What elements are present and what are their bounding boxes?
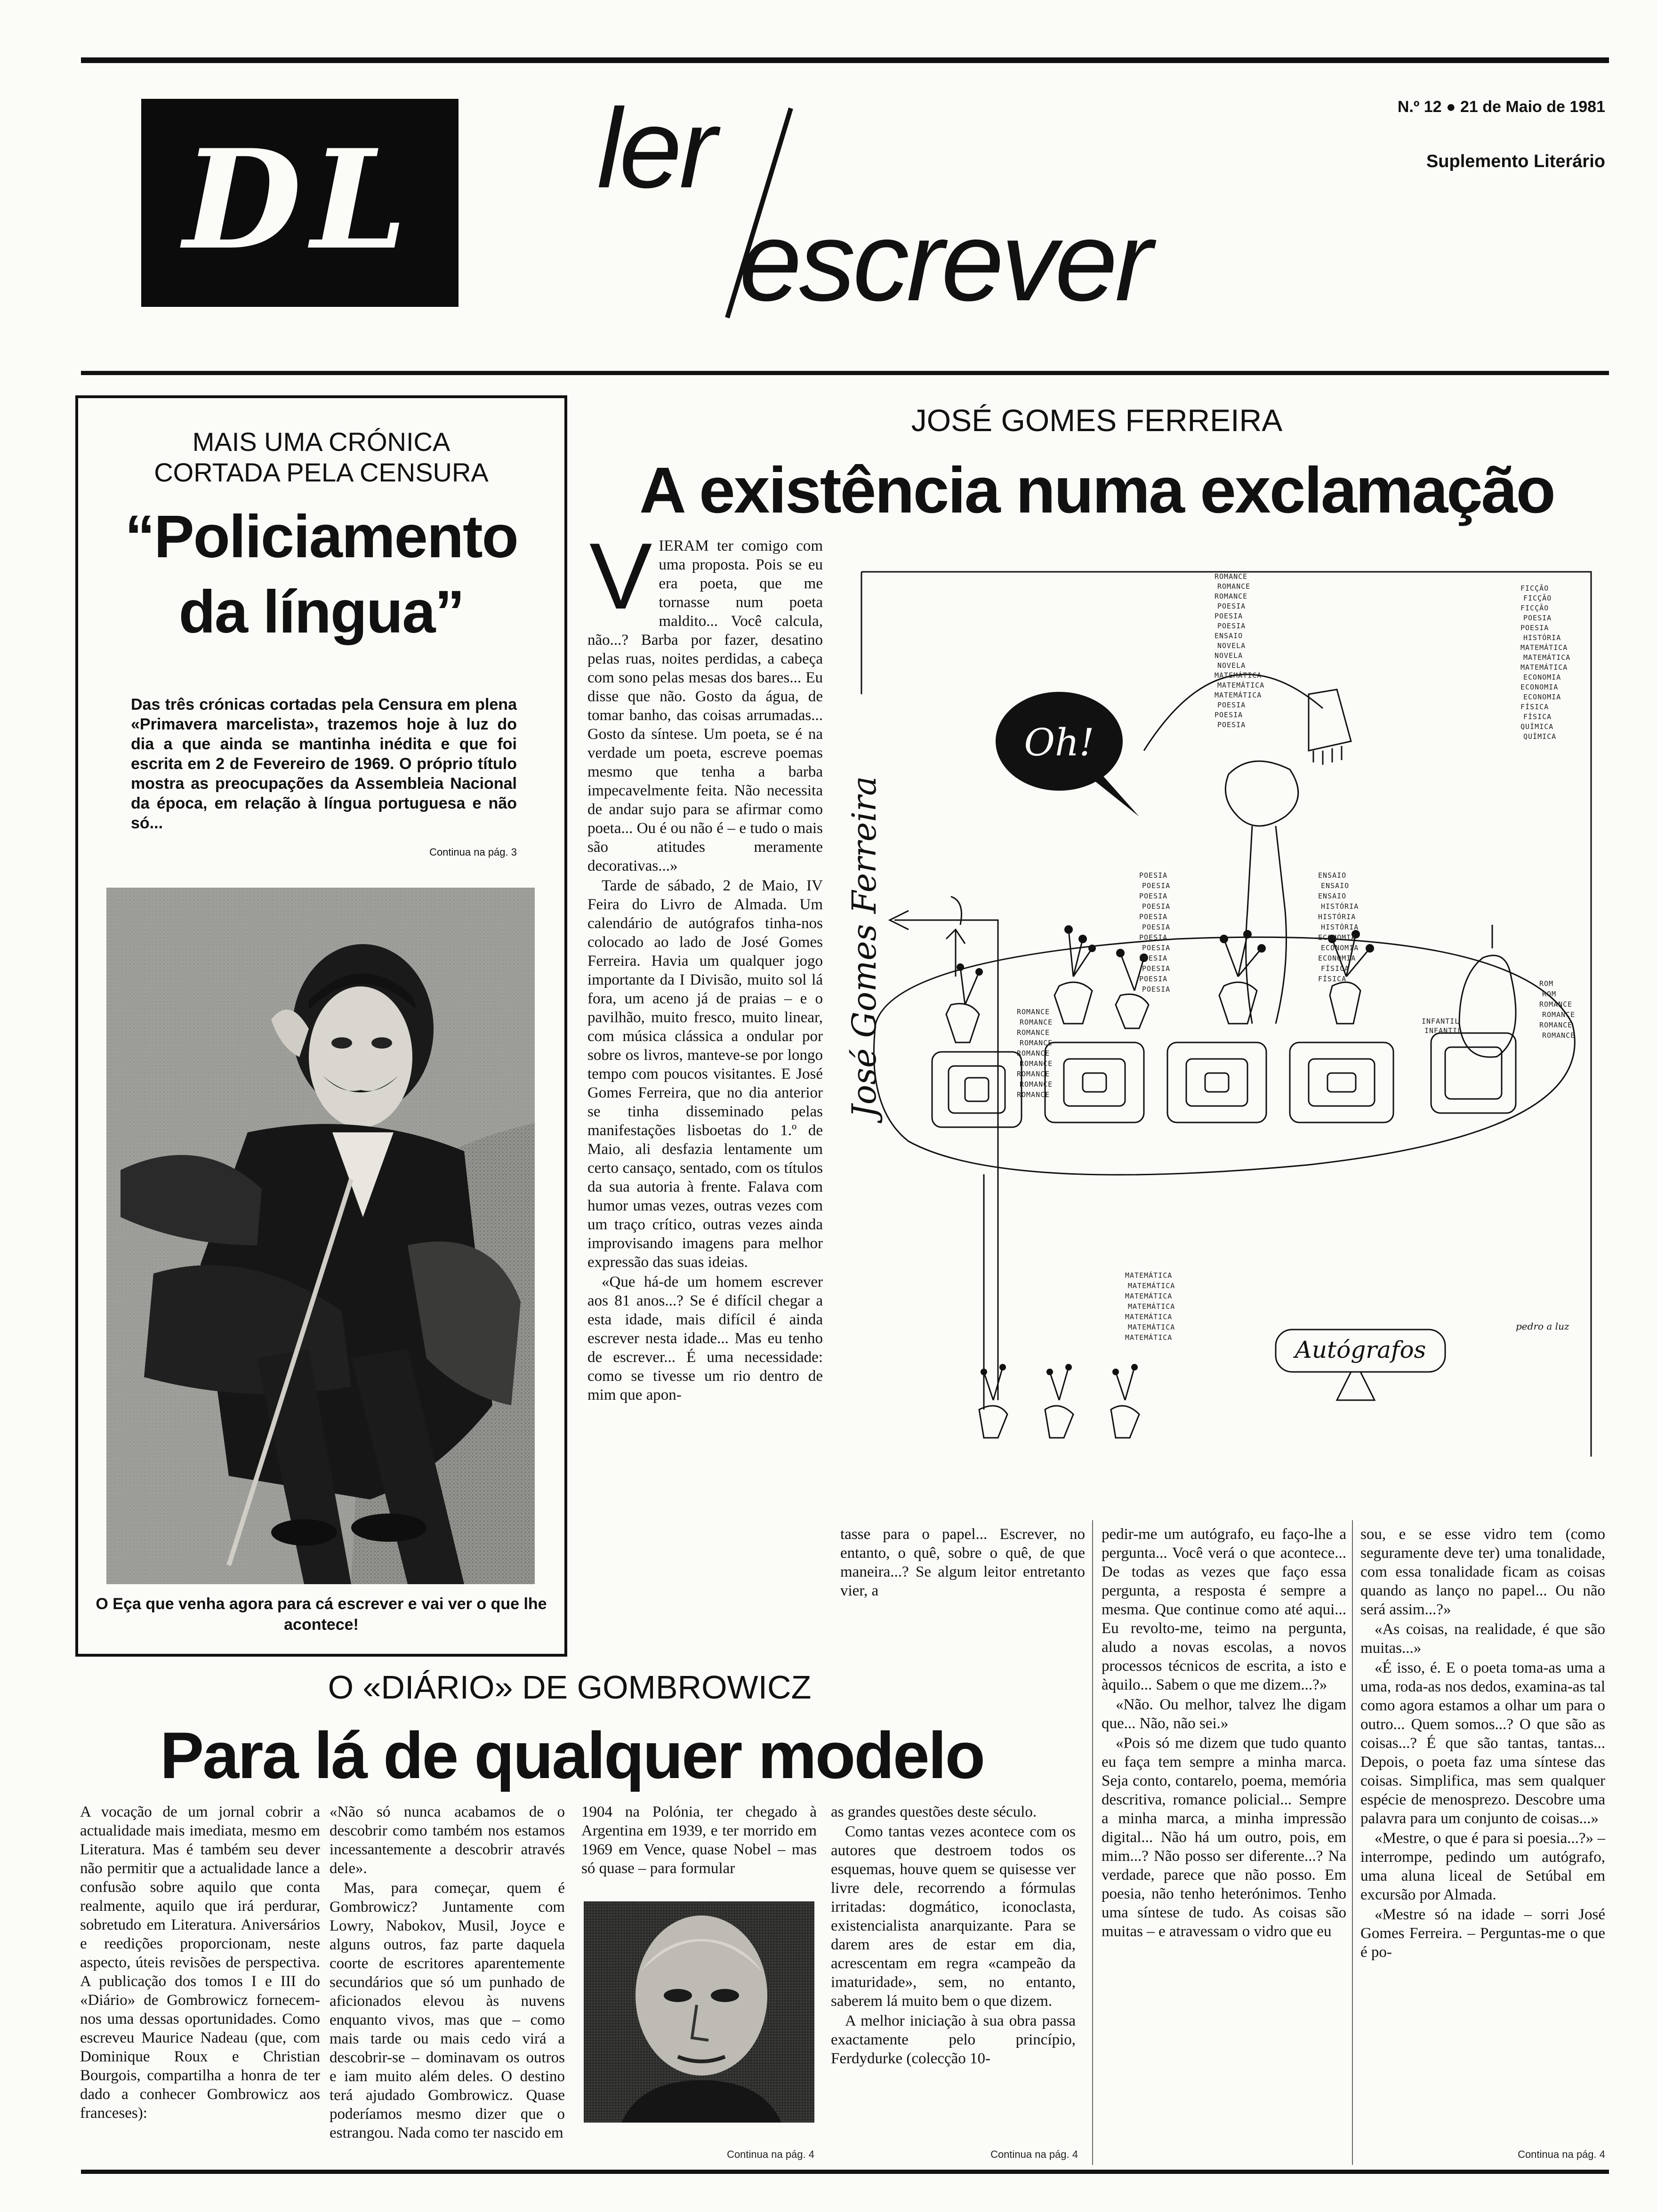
- drawing-book-label: FÍSICA: [1321, 964, 1350, 973]
- drawing-book-label: POESIA: [1142, 923, 1171, 931]
- second-col-2-p1: «Não só nunca acabamos de o descobrir como também nos estamos incessantemente a descobrir através dele».: [330, 1803, 565, 1877]
- drawing-book-label: ENSAIO: [1321, 882, 1350, 890]
- drawing-book-label: ECONOMIA: [1520, 683, 1559, 691]
- main-headline: A existência numa exclamação: [639, 454, 1554, 527]
- drawing-book-label: MATEMÁTICA: [1128, 1323, 1175, 1331]
- drawing-book-label: ROMANCE: [1017, 1049, 1050, 1058]
- dl-logo: [141, 99, 458, 307]
- drawing-book-label: POESIA: [1142, 882, 1171, 890]
- drawing-book-label: MATEMÁTICA: [1125, 1271, 1173, 1280]
- sidebar-title-1: “Policiamento: [125, 503, 518, 570]
- second-kicker: O «DIÁRIO» DE GOMBROWICZ: [328, 1669, 812, 1706]
- second-col-1: [80, 1803, 320, 2124]
- drawing-book-label: HISTÓRIA: [1321, 902, 1359, 911]
- main-col-4-p1: sou, e se esse vidro tem (como seguramente deve ter) uma tonalidade, com essa tonalidade ficam as coisas quando as lanço no papel... Ou não será assim...?»: [1360, 1526, 1605, 1618]
- drawing-book-label: MATEMÁTICA: [1128, 1302, 1175, 1311]
- top-rule: [81, 57, 1609, 63]
- drawing-book-label: ROMANCE: [1017, 1090, 1050, 1099]
- drawing-book-label: MATEMÁTICA: [1215, 671, 1262, 680]
- drawing-book-label: ROMANCE: [1539, 1021, 1573, 1029]
- drawing-book-label: POESIA: [1217, 721, 1246, 729]
- drawing-book-label: MATEMÁTICA: [1128, 1282, 1175, 1290]
- drawing-book-label: HISTÓRIA: [1318, 913, 1356, 921]
- drawing-book-label: NOVELA: [1217, 661, 1246, 670]
- drawing-book-label: ROM: [1539, 979, 1554, 988]
- drawing-book-label: NOVELA: [1215, 651, 1243, 660]
- drawing-book-label: POESIA: [1142, 944, 1171, 952]
- main-col-4-p5: «Mestre só na idade – sorri José Gomes Ferreira. – Perguntas-me o que é po-: [1360, 1906, 1605, 1961]
- drawing-book-label: POESIA: [1217, 701, 1246, 709]
- title-escrever: escrever: [739, 198, 1150, 324]
- drop-cap: V: [589, 524, 652, 629]
- drawing-book-label: ECONOMIA: [1523, 673, 1561, 681]
- drawing-book-label: ENSAIO: [1318, 892, 1347, 900]
- title-ler: ler: [597, 85, 714, 211]
- main-kicker: JOSÉ GOMES FERREIRA: [911, 403, 1283, 438]
- gombrowicz-photo: [584, 1901, 814, 2123]
- main-col-3-continues: Continua na pág. 4: [990, 2148, 1078, 2160]
- drawing-book-label: POESIA: [1139, 975, 1168, 983]
- main-col-4: [1360, 1525, 1605, 1963]
- drawing-book-label: ROMANCE: [1215, 572, 1248, 581]
- supplement-label: Suplemento Literário: [1426, 152, 1605, 171]
- main-col-1-p2: Tarde de sábado, 2 de Maio, IV Feira do Livro de Almada. Um calendário de autógrafos tinha-nos colocado ao lado de José Gomes Ferreira. Havia um qualquer jogo importante da I Divisão, muito sol lá fora, um aceno já de praias – e o pavilhão, muito fresco, muito linear, com música clássica a ondular por sobre os livros, manteve-se por longo tempo com poucos visitantes. E José Gomes Ferreira, que no dia anterior se tinha disseminado pelas manifestações lisboetas do 1.º de Maio, ali desfazia lentamente um certo cansaço, sentado, com os títulos da sua autoria à frente. Falava com humor umas vezes, outras vezes com um traço crítico, outras vezes ainda improvisando imagens para melhor expressão das suas ideias.: [587, 877, 823, 1271]
- drawing-book-label: POESIA: [1139, 892, 1168, 900]
- main-col-3-p2: «Não. Ou melhor, talvez lhe digam que... Não, não sei.»: [1102, 1696, 1346, 1732]
- main-col-3: [1102, 1525, 1346, 1942]
- drawing-book-label: ROMANCE: [1542, 1031, 1576, 1040]
- main-col-4-continues: Continua na pág. 4: [1518, 2148, 1605, 2160]
- issue-info: N.º 12 ● 21 de Maio de 1981: [1397, 98, 1605, 116]
- sidebar-kicker-2: CORTADA PELA CENSURA: [154, 457, 489, 487]
- second-col-1-p1: A vocação de um jornal cobrir a actualidade mais imediata, mesmo em Literatura. Mas é também seu dever não permitir que a actualidade lance a confusão sobre aquilo que conta realmente, aquilo que irá perdurar, sobretudo em Literatura. Aniversários e reedições proporcionam, neste aspecto, úteis revisões de perspectiva. A publicação dos tomos I e III do «Diário» de Gombrowicz fornecem-nos uma dessas oportunidades. Como escreveu Maurice Nadeau (que, com Dominique Roux e Christian Bourgois, compartilha a honra de ter dado a conhecer Gombrowicz aos franceses):: [80, 1803, 320, 2122]
- drawing-book-label: ECONOMIA: [1523, 693, 1561, 701]
- drawing-book-label: POESIA: [1217, 602, 1246, 610]
- drawing-book-label: MATEMÁTICA: [1125, 1292, 1173, 1300]
- sidebar-continues: Continua na pág. 3: [429, 846, 517, 858]
- bubble-text: Oh!: [1024, 721, 1094, 764]
- drawing-book-label: POESIA: [1142, 902, 1171, 911]
- drawing-book-label: FÍSICA: [1520, 703, 1549, 711]
- drawing-book-label: ECONOMIA: [1318, 933, 1356, 942]
- drawing-book-label: FÍSICA: [1523, 713, 1552, 721]
- drawing-book-label: HISTÓRIA: [1321, 923, 1359, 931]
- col-rule-1: [1092, 1520, 1093, 2165]
- drawing-book-label: INFANTIL: [1424, 1026, 1463, 1035]
- drawing-book-label: POESIA: [1142, 985, 1171, 994]
- drawing-book-label: ROMANCE: [1017, 1070, 1050, 1078]
- main-col-2: [840, 1525, 1085, 1601]
- drawing-book-label: FICÇÃO: [1520, 584, 1549, 593]
- col-rule-2: [1352, 1520, 1353, 2165]
- drawing-book-label: INFANTIL: [1422, 1017, 1460, 1026]
- sidebar-title-2: da língua”: [178, 578, 464, 646]
- drawing-book-label: ROMANCE: [1539, 1000, 1573, 1009]
- second-col-4-p2: Como tantas vezes acontece com os autores que destroem todos os esquemas, houve quem se quisesse ver livre dele, recorrendo a fórmulas irritadas: dogmático, iconoclasta, existencialista anarquizante. Para se darem ares de estar em dia, acrescentam em regra «campeão da imaturidade», sem, no entanto, saberem lá muito bem o que dizem.: [831, 1823, 1076, 2010]
- drawing-book-label: ROMANCE: [1542, 1010, 1576, 1019]
- drawing-book-label: QUÍMICA: [1523, 732, 1557, 741]
- drawing-book-label: FICÇÃO: [1520, 604, 1549, 612]
- drawing-book-label: POESIA: [1217, 622, 1246, 630]
- drawing-book-label: POESIA: [1215, 612, 1243, 620]
- main-col-1-p1: IERAM ter comigo com uma proposta. Pois se eu era poeta, que me tornasse num poeta maldito... Você calcula, não...? Barba por fazer, desatino pelas ruas, noites perdidas, a cabeça com sono pelas mesas dos bares... Eu disse que não. Gosto da água, de tomar banho, das coisas arrumadas... Gosto da síntese. Um poeta, se é na verdade um poeta, escreve poemas mesmo que tenha a barba impecavelmente feita. Não necessita de andar sujo para se afirmar como poeta... Ou é ou não é – e tudo o mais são atitudes meramente decorativas...»: [587, 537, 823, 874]
- drawing-book-label: POESIA: [1142, 964, 1171, 973]
- drawing-book-label: QUÍMICA: [1520, 722, 1554, 731]
- drawing-book-label: POESIA: [1520, 624, 1549, 632]
- main-col-4-p4: «Mestre, o que é para si poesia...?» – interrompe, pedindo um autógrafo, uma aluna liceal de Setúbal em excursão por Almada.: [1360, 1830, 1605, 1903]
- drawing-book-label: ROMANCE: [1017, 1028, 1050, 1037]
- drawing-book-label: MATEMÁTICA: [1125, 1313, 1173, 1321]
- dl-logo-text: DL: [183, 120, 417, 280]
- main-col-4-p3: «É isso, é. E o poeta toma-as uma a uma, roda-as nos dedos, examina-as tal como agora estamos a olhar um para o outro... Quem somos...? O que são as coisas...? É que são tantas, tantas... Depois, o poeta faz uma síntese das coisas. Simplifica, mas sem qualquer espécie de menosprezo. Descobre uma palavra para um conjunto de coisas...»: [1360, 1659, 1605, 1827]
- drawing-book-label: ROMANCE: [1217, 582, 1251, 591]
- main-col-3-p1: pedir-me um autógrafo, eu faço-lhe a pergunta... Você verá o que acontece... De todas as vezes que faço essa pergunta, a resposta é sempre a mesma. Que continue como até aqui... Eu revolto-me, teimo na pergunta, aludo a novas escolas, a novos processos técnicos de escrita, a isto e àquilo... Sabem o que me dizem...?»: [1102, 1526, 1346, 1693]
- drawing-book-label: ROM: [1542, 990, 1557, 998]
- drawing-book-label: MATEMÁTICA: [1217, 681, 1265, 689]
- autografos-sign: Autógrafos: [1295, 1336, 1426, 1363]
- sidebar-box: [75, 395, 567, 1657]
- drawing-book-label: FÍSICA: [1318, 975, 1347, 983]
- author-signature: José Gomes Ferreira: [845, 776, 884, 1118]
- drawing-book-label: POESIA: [1139, 913, 1168, 921]
- drawing-book-label: MATEMÁTICA: [1523, 653, 1571, 662]
- sidebar-kicker-1: MAIS UMA CRÓNICA: [192, 427, 450, 457]
- eca-photo: [106, 888, 535, 1584]
- second-col-4-continues: Continua na pág. 4: [727, 2148, 814, 2160]
- second-col-4-p1: as grandes questões deste século.: [831, 1803, 1037, 1820]
- drawing-book-label: ROMANCE: [1020, 1080, 1053, 1089]
- second-col-2-p2: Mas, para começar, quem é Gombrowicz? Juntamente com Lowry, Nabokov, Musil, Joyce e alguns outros, faz parte daquela coorte de escritores aparentemente secundários que só um punhado de aficionados elevou às nuvens enquanto vivos, mas que – como mais tarde ou mais cedo virá a descobrir-se – dominavam os outros e iam muito além deles. O destino terá ajudado Gombrowicz. Quase poderíamos mesmo dizer que o estrangou. Nada como ter nascido em: [330, 1880, 565, 2141]
- drawing-book-label: ROMANCE: [1017, 1008, 1050, 1016]
- drawing-book-label: ROMANCE: [1215, 592, 1248, 601]
- drawing-book-label: ECONOMIA: [1321, 944, 1359, 952]
- main-col-3-p3: «Pois só me dizem que tudo quanto eu faça tem sempre a minha marca. Seja conto, contarelo, poema, memória descritiva, romance policial... Sempre a minha marca, a minha impressão digital... Não há um outro, pois, em mim...? Não posso ser diferente...? Na verdade, parece que não posso. Em poesia, não tenho heterónimos. Tenho uma síntese de tudo. As coisas são muitas – e atravessam o vidro que eu: [1102, 1735, 1346, 1940]
- second-col-4: [831, 1803, 1076, 2069]
- drawing-book-label: NOVELA: [1217, 641, 1246, 650]
- second-col-4-p3: A melhor iniciação à sua obra passa exactamente pelo princípio, Ferdydurke (colecção 10-: [831, 2012, 1076, 2067]
- main-col-1: [587, 524, 823, 1405]
- main-col-2-p1: tasse para o papel... Escrever, no entanto, o quê, sobre o quê, de que maneira...? Se algum leitor entretanto vier, a: [840, 1526, 1085, 1599]
- drawing-book-label: POESIA: [1215, 711, 1243, 719]
- second-col-3: [581, 1803, 817, 1879]
- drawing-book-label: ROMANCE: [1020, 1018, 1053, 1026]
- sidebar-lead: Das três crónicas cortadas pela Censura em plena «Primavera marcelista», trazemos hoje à luz do dia a que ainda se mantinha inédita e que foi escrita em 2 de Fevereiro de 1969. O próprio título mostra as preocupações da Assembleia Nacional da época, em relação à língua portuguesa e não só...: [131, 696, 517, 832]
- drawing-book-label: POESIA: [1139, 954, 1168, 962]
- drawing-book-label: ECONOMIA: [1318, 954, 1356, 962]
- drawing-book-label: MATEMÁTICA: [1520, 663, 1568, 672]
- drawing-book-label: ROMANCE: [1020, 1039, 1053, 1047]
- main-col-1-p3: «Que há-de um homem escrever aos 81 anos...? Se é difícil chegar a esta idade, mais difícil é ainda escrever nesta idade... Mas eu tenho de escrever... É uma necessidade: como se tivesse um rio dentro de mim que apon-: [587, 1274, 823, 1403]
- drawing-book-label: POESIA: [1139, 871, 1168, 880]
- drawing-book-label: MATEMÁTICA: [1520, 643, 1568, 652]
- drawing-book-label: FICÇÃO: [1523, 594, 1552, 602]
- artist-signature: pedro a luz: [1516, 1321, 1569, 1332]
- second-headline: Para lá de qualquer modelo: [160, 1718, 984, 1792]
- bottom-rule: [81, 2170, 1609, 2174]
- drawing-book-label: POESIA: [1523, 614, 1552, 622]
- photo-caption: O Eça que venha agora para cá escrever e vai ver o que lhe acontece!: [96, 1595, 547, 1634]
- second-col-2: [330, 1803, 565, 2143]
- drawing-book-label: POESIA: [1139, 933, 1168, 942]
- drawing-book-label: MATEMÁTICA: [1215, 691, 1262, 699]
- title-slash: [720, 104, 796, 325]
- drawing-book-label: ROMANCE: [1020, 1059, 1053, 1068]
- second-col-3-p1: 1904 na Polónia, ter chegado à Argentina em 1939, e ter morrido em 1969 em Vence, quase Nobel – mas só quase – para formular: [581, 1803, 817, 1877]
- drawing-book-label: ENSAIO: [1318, 871, 1347, 880]
- autograph-illustration: [838, 553, 1610, 1518]
- drawing-book-label: MATEMÁTICA: [1125, 1333, 1173, 1342]
- drawing-book-label: HISTÓRIA: [1523, 633, 1561, 642]
- main-col-4-p2: «As coisas, na realidade, é que são muitas...»: [1360, 1621, 1605, 1657]
- drawing-book-label: ENSAIO: [1215, 632, 1243, 640]
- masthead-bottom-rule: [81, 371, 1609, 375]
